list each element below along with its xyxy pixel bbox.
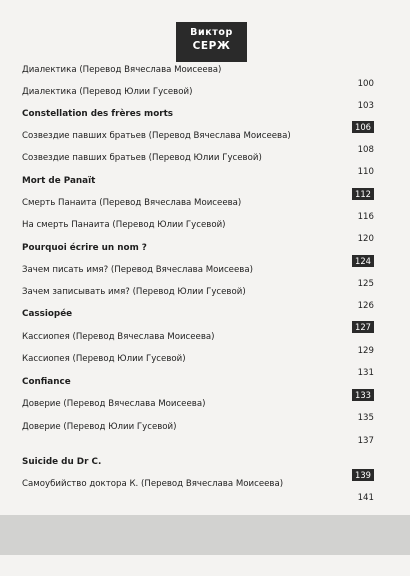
toc-section-title: Suicide du Dr C. — [22, 457, 102, 467]
toc-entry-page: 120 — [357, 234, 374, 244]
toc-section-page-badge: 133 — [352, 389, 374, 401]
toc-section-page-badge: 124 — [352, 255, 374, 267]
toc-entry-title: Доверие (Перевод Юлии Гусевой) — [22, 422, 177, 432]
toc-entry-title: Созвездие павших братьев (Перевод Юлии Гусевой) — [22, 153, 262, 163]
toc-entry-page: 131 — [357, 368, 374, 378]
toc-entry-page: 116 — [357, 212, 374, 222]
toc-entry-title: Зачем писать имя? (Перевод Вячеслава Моисеева) — [22, 265, 253, 275]
toc-entry-title: Кассиопея (Перевод Юлии Гусевой) — [22, 354, 186, 364]
author-last-name: СЕРЖ — [192, 40, 231, 52]
author-header — [176, 22, 247, 62]
toc-entry-page: 110 — [357, 167, 374, 177]
toc-entry-page: 129 — [357, 346, 374, 356]
toc-entry-page: 103 — [357, 101, 374, 111]
toc-entry-title: Диалектика (Перевод Вячеслава Моисеева) — [22, 65, 222, 75]
toc-section-title: Confiance — [22, 377, 71, 387]
toc-entry-title: Созвездие павших братьев (Перевод Вячеслава Моисеева) — [22, 131, 291, 141]
author-first-name: Виктор — [190, 27, 233, 38]
toc-section-title: Constellation des frères morts — [22, 109, 174, 119]
toc-entry-page: 141 — [357, 493, 374, 503]
toc-section-page-badge: 139 — [352, 469, 374, 481]
toc-entry-title: Самоубийство доктора К. (Перевод Вячеслава Моисеева) — [22, 479, 284, 489]
toc-section-title: Mort de Panaït — [22, 176, 96, 186]
toc-entry-title: Диалектика (Перевод Юлии Гусевой) — [22, 87, 193, 97]
toc-entry — [22, 422, 374, 462]
toc-entry-page: 108 — [357, 145, 374, 155]
toc-section-page-badge: 127 — [352, 321, 374, 333]
toc-entry-page: 126 — [357, 301, 374, 311]
toc-entry-title: Кассиопея (Перевод Вячеслава Моисеева) — [22, 332, 215, 342]
toc-section-title: Pourquoi écrire un nom ? — [22, 243, 147, 253]
toc-entry-title: Смерть Панаита (Перевод Вячеслава Моисеева) — [22, 198, 242, 208]
toc-entry-page: 135 — [357, 413, 374, 423]
toc-entry-page: 137 — [357, 436, 374, 446]
toc-entry-title: Доверие (Перевод Вячеслава Моисеева) — [22, 399, 206, 409]
toc-entry-page: 100 — [357, 79, 374, 89]
footer-gray-band — [0, 515, 410, 555]
toc-entry-page: 125 — [357, 279, 374, 289]
toc-section-page-badge: 112 — [352, 188, 374, 200]
toc-entry-title: На смерть Панаита (Перевод Юлии Гусевой) — [22, 220, 226, 230]
toc-section-page-badge: 106 — [352, 121, 374, 133]
toc-entry — [22, 479, 374, 519]
toc-entry-title: Зачем записывать имя? (Перевод Юлии Гусевой) — [22, 287, 246, 297]
toc-section-title: Cassiopée — [22, 309, 73, 319]
